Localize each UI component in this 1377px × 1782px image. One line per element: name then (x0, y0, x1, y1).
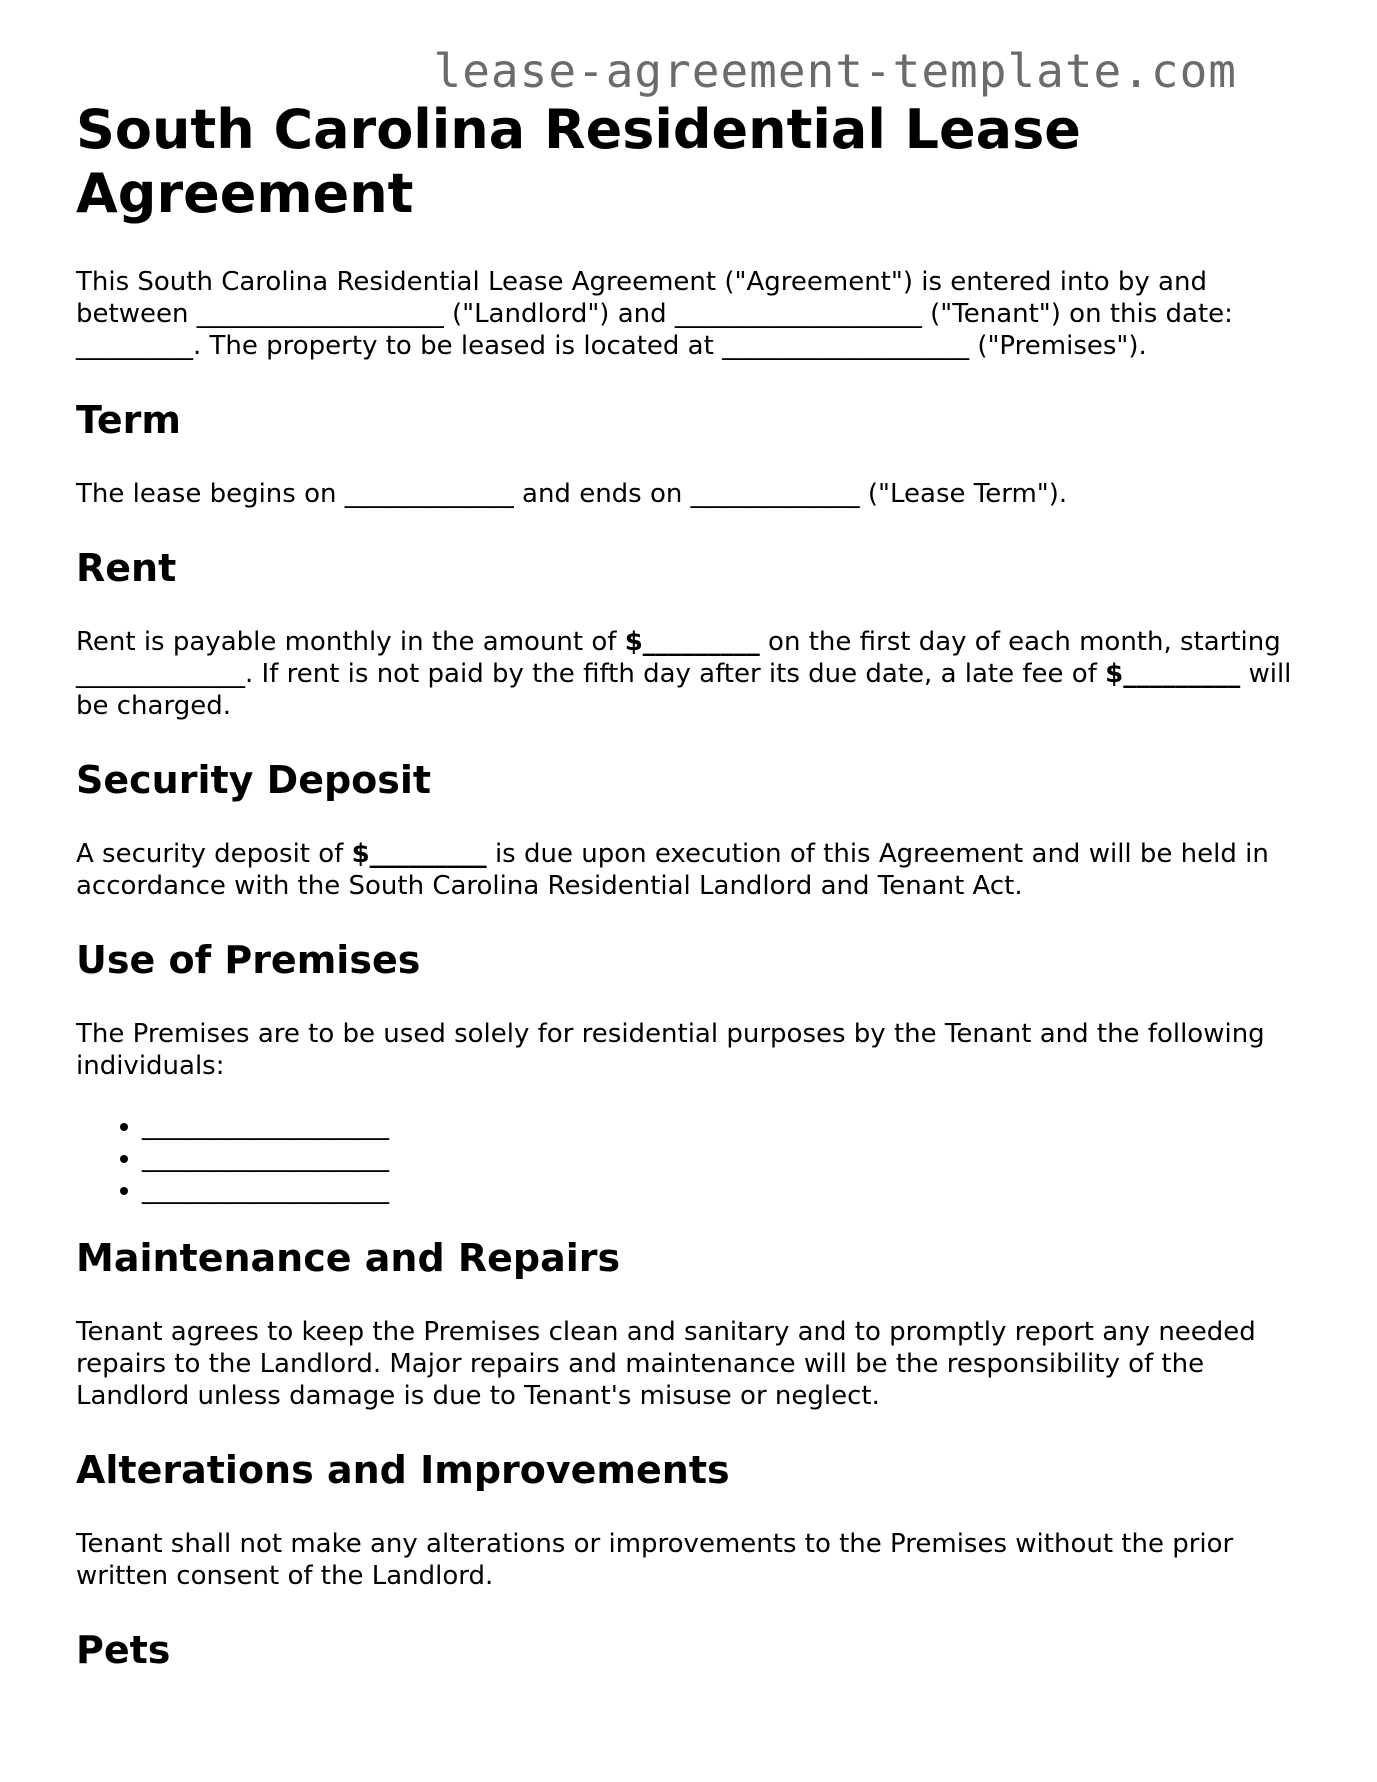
rent-text-3: . If rent is not paid by the fifth day after its due date, a late fee of (245, 659, 1106, 689)
term-heading: Term (76, 398, 181, 442)
occupants-list (76, 1110, 1316, 1206)
term-text-1: The lease begins on (76, 479, 345, 509)
landlord-name-blank: ___________________ (196, 299, 444, 329)
use-of-premises-paragraph: The Premises are to be used solely for residential purposes by the Tenant and the following individuals: (76, 1019, 1265, 1081)
deposit-text-1: A security deposit of (76, 839, 352, 869)
deposit-amount-blank: $_________ (351, 839, 487, 869)
rent-text-2: on the first day of each month, starting (759, 627, 1281, 657)
intro-text-1: This South Carolina Residential Lease Agreement ("Agreement") is entered into by and between (76, 267, 1207, 329)
term-text-2: and ends on (513, 479, 691, 509)
maintenance-heading: Maintenance and Repairs (76, 1236, 621, 1280)
document-page (76, 98, 1316, 1708)
intro-text-5: ("Premises"). (969, 331, 1147, 361)
maintenance-paragraph: Tenant agrees to keep the Premises clean and sanitary and to promptly report any needed repairs to the Landlord. Major repairs and maintenance will be the responsibility of the Landlord unless damage is due to Tenant's misuse or neglect. (76, 1317, 1256, 1411)
occupant-blank: • ___________________ (142, 1142, 1316, 1174)
pets-heading: Pets (76, 1628, 171, 1672)
occupant-blank: • ___________________ (142, 1174, 1316, 1206)
rent-text-4: will be charged. (76, 659, 1292, 721)
deposit-text-2: is due upon execution of this Agreement and will be held in accordance with the South Carolina Residential Landlord and Tenant Act. (76, 839, 1269, 901)
watermark: lease-agreement-template.com (433, 44, 1237, 98)
rent-amount-blank: $_________ (624, 627, 760, 657)
term-paragraph (76, 478, 1316, 510)
term-text-3: ("Lease Term"). (859, 479, 1068, 509)
use-of-premises-heading: Use of Premises (76, 938, 421, 982)
rent-start-blank: _____________ (76, 659, 245, 689)
document-title: South Carolina Residential Lease Agreement (76, 98, 1081, 225)
agreement-date-blank: _________ (76, 331, 193, 361)
premises-address-blank: ___________________ (722, 331, 970, 361)
alterations-paragraph: Tenant shall not make any alterations or improvements to the Premises without the prior written consent of the Landlord. (76, 1529, 1234, 1591)
tenant-name-blank: ___________________ (674, 299, 922, 329)
lease-end-blank: _____________ (690, 479, 860, 509)
security-deposit-heading: Security Deposit (76, 758, 432, 802)
occupant-blank: • ___________________ (142, 1110, 1316, 1142)
intro-text-4: . The property to be leased is located at (193, 331, 723, 361)
rent-heading: Rent (76, 546, 177, 590)
security-deposit-paragraph (76, 838, 1316, 902)
late-fee-blank: $_________ (1105, 659, 1241, 689)
intro-text-3: ("Tenant") on this date: (921, 299, 1233, 329)
lease-start-blank: _____________ (344, 479, 514, 509)
rent-paragraph (76, 626, 1316, 722)
alterations-heading: Alterations and Improvements (76, 1448, 730, 1492)
rent-text-1: Rent is payable monthly in the amount of (76, 627, 625, 657)
intro-text-2: ("Landlord") and (443, 299, 675, 329)
intro-paragraph (76, 266, 1316, 362)
